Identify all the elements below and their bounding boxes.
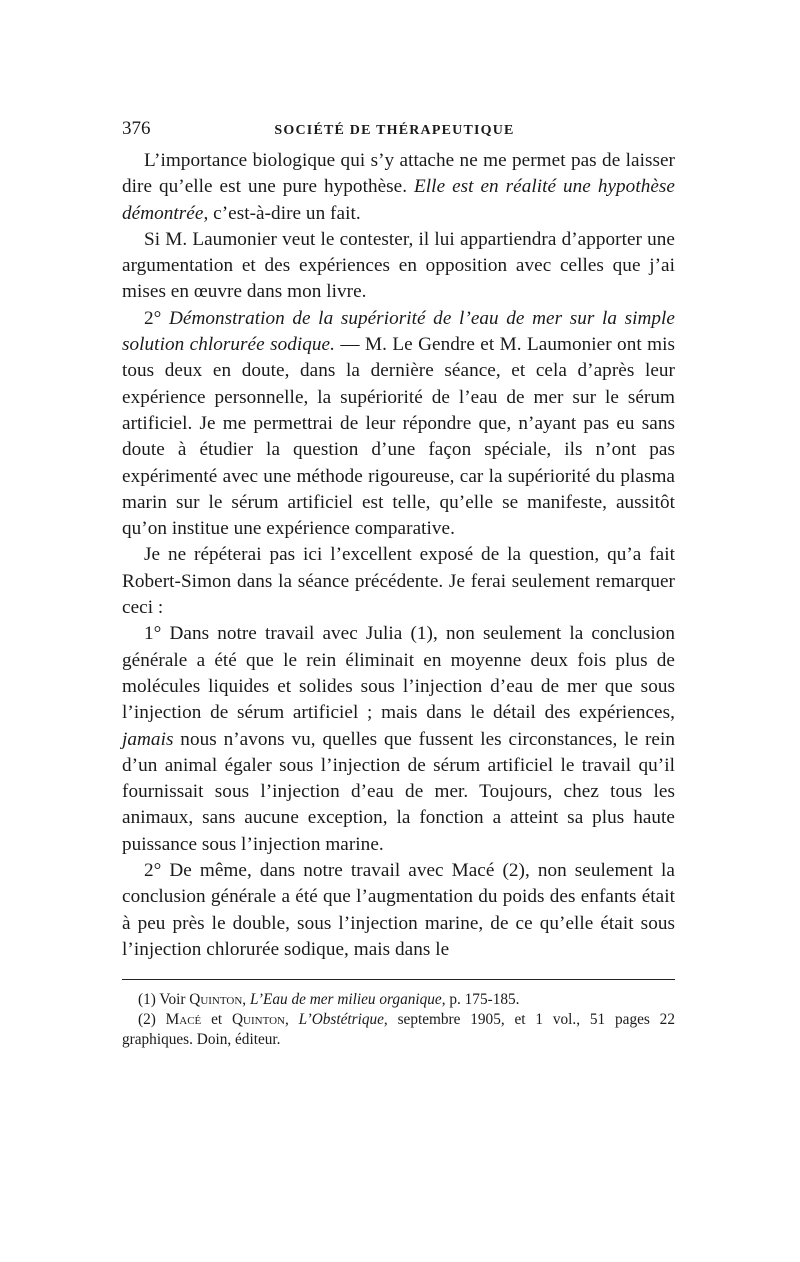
footnote-2-author-2: Quinton [231,1011,285,1029]
paragraph-3-text: — M. Le Gendre et M. Laumonier ont mis tous deux en doute, dans la dernière séance, et cela d’après leur expérience personnelle, la supériorité de l’eau de mer sur le sérum artificiel. Je me permettrai de leur répondre que, n’ayant pas eu sans doute à étudier la question d’une façon spéciale, ils n’ont pas expérimenté avec une méthode rigoureuse, car la supériorité du plasma marin sur le sérum artificiel est telle, qu’elle se manifeste, aussitôt qu’on institue une expérience comparative. [122,334,675,540]
footnote-2-separator: , [285,1011,299,1029]
paragraph-1-text-b: , c’est-à-dire un fait. [203,202,361,224]
paragraph-3-number: 2° [144,307,169,329]
body-text [122,148,675,963]
footnote-1-lead: (1) Voir [138,991,190,1009]
footnote-2 [122,1010,675,1050]
footnote-2-lead: (2) [138,1011,166,1029]
paragraph-6: 2° De même, dans notre travail avec Macé (2), non seulement la conclusion générale a été que l’augmentation du poids des enfants était à peu près le double, sous l’injection marine, de ce qu’elle était sous l’injection chlorurée sodique, mais dans le [122,860,675,960]
paragraph-1-text-a: L’importance biologique qui s’y attache ne me permet pas de laisser dire qu’elle est une pure hypothèse. [122,150,675,198]
footnote-2-author-1: Macé [165,1011,202,1029]
footnotes [122,990,675,1050]
paragraph-4: Je ne répéterai pas ici l’excellent exposé de la question, qu’a fait Robert-Simon dans la séance précédente. Je ferai seulement remarquer ceci : [122,544,675,619]
page-number: 376 [122,118,151,139]
page [122,118,675,1050]
footnote-1-separator: , [242,991,250,1009]
footnote-divider [122,979,675,980]
footnote-2-and: et [201,1011,232,1029]
paragraph-3 [122,306,675,543]
paragraph-1 [122,148,675,227]
paragraph-5-text-b: nous n’avons vu, quelles que fussent les circonstances, le rein d’un animal égaler sous l’injection de sérum artificiel le travail qu’il fournissait sous l’injection d’eau de mer. Toujours, chez tous les animaux, sans aucune exception, la fonction a atteint sa plus haute puissance sous l’injection marine. [122,728,675,855]
footnote-1-author: Quinton [189,991,243,1009]
footnote-1-title: L’Eau de mer milieu organique [249,991,442,1009]
footnote-2-details: , septembre 1905, et 1 vol., 51 pages 22 graphiques. Doin, éditeur. [122,1011,675,1049]
paragraph-5-text-a: 1° Dans notre travail avec Julia (1), non seulement la conclusion générale a été que le rein éliminait en moyenne deux fois plus de molécules liquides et solides sous l’injection d’eau de mer que sous l’injection de sérum artificiel ; mais dans le détail des expériences, [122,623,675,724]
paragraph-1-emphasis: Elle est en réalité une hypothèse démontrée [122,176,675,224]
paragraph-2: Si M. Laumonier veut le contester, il lui appartiendra d’apporter une argumentation et des expériences en opposition avec celles que j’ai mises en œuvre dans mon livre. [122,228,675,303]
footnote-2-title: L’Obstétrique [298,1011,384,1029]
paragraph-3-heading: Démonstration de la supériorité de l’eau de mer sur la simple solution chlorurée sodique. [122,307,676,356]
running-head [122,118,675,148]
footnote-1 [122,990,675,1010]
paragraph-5-emphasis: jamais [122,728,174,750]
running-title: SOCIÉTÉ DE THÉRAPEUTIQUE [274,123,515,138]
paragraph-5 [122,621,675,858]
footnote-1-pages: , p. 175-185. [441,991,520,1009]
